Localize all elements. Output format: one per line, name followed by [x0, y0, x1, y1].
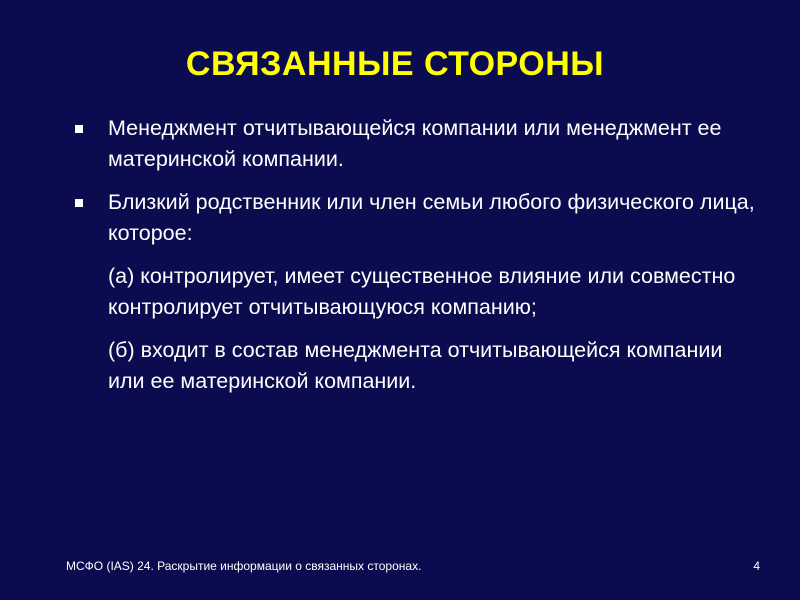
- footer-text: МСФО (IAS) 24. Раскрытие информации о связанных сторонах.: [66, 559, 422, 573]
- slide-title: СВЯЗАННЫЕ СТОРОНЫ: [185, 45, 605, 83]
- bullet-item: [72, 187, 762, 249]
- bullet-text: Менеджмент отчитывающейся компании или менеджмент ее материнской компании.: [108, 116, 722, 171]
- page-number: 4: [753, 559, 760, 573]
- slide-content: [72, 113, 762, 409]
- square-bullet-icon: [75, 125, 83, 133]
- bullet-item: [72, 113, 762, 175]
- square-bullet-icon: [75, 199, 83, 207]
- sub-item: (б) входит в состав менеджмента отчитывающейся компании или ее материнской компании.: [108, 338, 723, 393]
- sub-item: (а) контролирует, имеет существенное влияние или совместно контролирует отчитывающуюся компанию;: [108, 264, 736, 319]
- bullet-text: Близкий родственник или член семьи любого физического лица, которое:: [108, 190, 755, 245]
